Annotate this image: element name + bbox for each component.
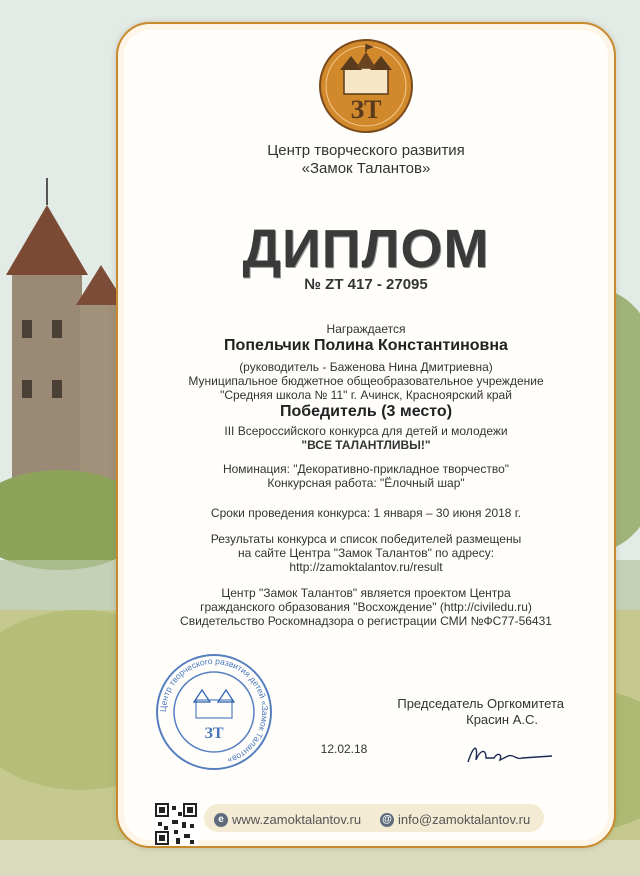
logo-letters: ЗТ xyxy=(350,95,382,124)
place-label: Победитель (3 место) xyxy=(279,403,453,420)
nomination-line: Номинация: "Декоративно-прикладное творчество" xyxy=(222,462,510,476)
org-name-line2: «Замок Талантов» xyxy=(301,160,431,177)
recipient-name: Попельчик Полина Константиновна xyxy=(224,337,508,354)
results-url: http://zamoktalantov.ru/result xyxy=(289,560,443,574)
dates-line: Сроки проведения конкурса: 1 января – 30 июня 2018 г. xyxy=(210,506,522,520)
signature xyxy=(464,740,554,768)
contest-line1: III Всероссийского конкурса для детей и молодежи xyxy=(224,424,508,438)
castle-logo-icon xyxy=(318,38,414,134)
issue-date: 12.02.18 xyxy=(320,742,368,756)
project-line3: Свидетельство Роскомнадзора о регистрации СМИ №ФС77-56431 xyxy=(180,614,552,628)
content-panel xyxy=(116,22,616,848)
school-line2: "Средняя школа № 11" г. Ачинск, Красноярский край xyxy=(220,388,512,402)
at-icon: @ xyxy=(380,813,394,827)
org-name-line1: Центр творческого развития xyxy=(267,142,465,159)
project-line2: гражданского образования "Восхождение" (http://civiledu.ru) xyxy=(200,600,532,614)
awarded-label: Награждается xyxy=(326,322,406,336)
diploma-title: ДИПЛОМ xyxy=(242,219,490,279)
qr-code xyxy=(154,802,198,846)
project-line1: Центр "Замок Талантов" является проектом Центра xyxy=(221,586,511,600)
diploma-number: № ZT 417 - 27095 xyxy=(304,276,428,293)
stamp-letters: ЗТ xyxy=(204,725,224,742)
site-url[interactable]: www.zamoktalantov.ru xyxy=(232,812,362,827)
stamp-ring-text: Центр творческого развития детей «Замок Талантов» xyxy=(157,655,271,766)
official-stamp xyxy=(154,652,274,772)
email-address[interactable]: info@zamoktalantov.ru xyxy=(398,812,531,827)
footer-site[interactable] xyxy=(214,812,361,827)
results-line1: Результаты конкурса и список победителей размещены xyxy=(210,532,522,546)
e-browser-icon: e xyxy=(214,813,228,827)
footer-email[interactable] xyxy=(380,812,530,827)
results-line2: на сайте Центра "Замок Талантов" по адресу: xyxy=(237,546,495,560)
chair-title: Председатель Оргкомитета xyxy=(397,696,564,711)
contest-name: "ВСЕ ТАЛАНТЛИВЫ!" xyxy=(301,438,431,452)
supervisor-line: (руководитель - Баженова Нина Дмитриевна) xyxy=(239,360,493,374)
chair-name: Красин А.С. xyxy=(466,712,538,727)
work-line: Конкурсная работа: "Ёлочный шар" xyxy=(267,476,465,490)
school-line1: Муниципальное бюджетное общеобразовательное учреждение xyxy=(188,374,544,388)
